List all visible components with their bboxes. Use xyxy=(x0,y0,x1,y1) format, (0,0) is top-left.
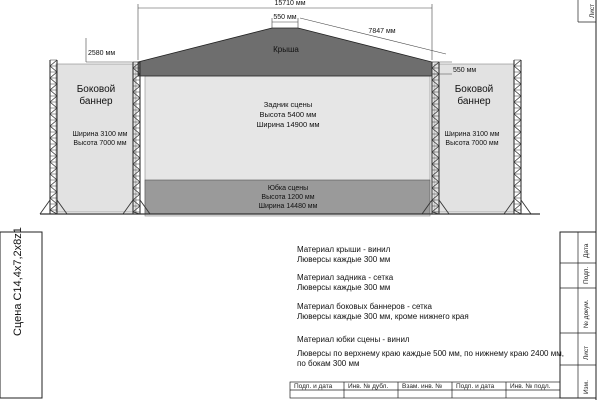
note-skirt xyxy=(297,335,564,369)
backdrop-width: Ширина 14900 мм xyxy=(256,120,320,129)
skirt-height: Высота 1200 мм xyxy=(261,194,315,201)
backdrop-title: Задник сцены xyxy=(263,100,313,109)
backdrop-height: Высота 5400 мм xyxy=(259,110,317,119)
ridge-label: 550 мм xyxy=(273,14,297,21)
note-skirt-material: Материал юбки сцены - винил xyxy=(297,335,410,344)
right-banner-height: Высота 7000 мм xyxy=(445,140,499,147)
note-banner-material: Материал боковых баннеров - сетка xyxy=(297,302,432,311)
stamp-right-cell: Подп. xyxy=(583,266,590,284)
roof-label: Крыша xyxy=(273,45,299,54)
note-roof-louvers: Люверсы каждые 300 мм xyxy=(297,255,391,264)
total-width-label: 15710 мм xyxy=(274,0,306,7)
stamp-right-cell: Изм. xyxy=(583,380,590,394)
stamp-bottom-cell: Подп. и дата xyxy=(294,383,333,390)
right-banner-title-2: баннер xyxy=(457,96,491,107)
note-banners xyxy=(297,302,469,322)
side-height-label: 2580 мм xyxy=(88,50,116,57)
drawing-title: Сцена С14,4х7,2х8z1 xyxy=(12,227,24,336)
side-offset-label: 550 мм xyxy=(453,67,477,74)
right-banner-width: Ширина 3100 мм xyxy=(444,131,500,138)
note-skirt-louvers-1: Люверсы по верхнему краю каждые 500 мм, по нижнему краю 2400 мм, xyxy=(297,349,564,358)
left-banner-title-1: Боковой xyxy=(76,84,116,95)
note-roof xyxy=(297,245,390,265)
note-backdrop-material: Материал задника - сетка xyxy=(297,273,394,282)
stamp-bottom-cell: Инв. № подл. xyxy=(510,383,551,390)
note-banner-louvers: Люверсы каждые 300 мм, кроме нижнего края xyxy=(297,312,469,321)
roof-slope-label: 7847 мм xyxy=(368,28,396,35)
left-banner-title-2: баннер xyxy=(79,96,113,107)
left-banner-height: Высота 7000 мм xyxy=(73,140,127,147)
stamp-sheet-label: Лист xyxy=(589,3,596,18)
right-banner-title-1: Боковой xyxy=(454,84,494,95)
note-backdrop xyxy=(297,273,393,293)
stamp-right-cell: Дата xyxy=(583,243,590,258)
skirt-title: Юбка сцены xyxy=(267,185,309,192)
stamp-bottom-cell: Подп. и дата xyxy=(456,383,495,390)
stamp-right-cell: № докум. xyxy=(583,299,590,328)
skirt-width: Ширина 14480 мм xyxy=(258,203,318,210)
stamp-bottom-cell: Инв. № дубл. xyxy=(348,383,389,390)
note-roof-material: Материал крыши - винил xyxy=(297,245,391,254)
note-skirt-louvers-2: по бокам 300 мм xyxy=(297,359,360,368)
note-backdrop-louvers: Люверсы каждые 300 мм xyxy=(297,283,391,292)
stamp-bottom-cell: Взам. инв. № xyxy=(402,383,443,390)
stamp-right-cell: Лист xyxy=(583,345,590,360)
left-banner-width: Ширина 3100 мм xyxy=(72,131,128,138)
